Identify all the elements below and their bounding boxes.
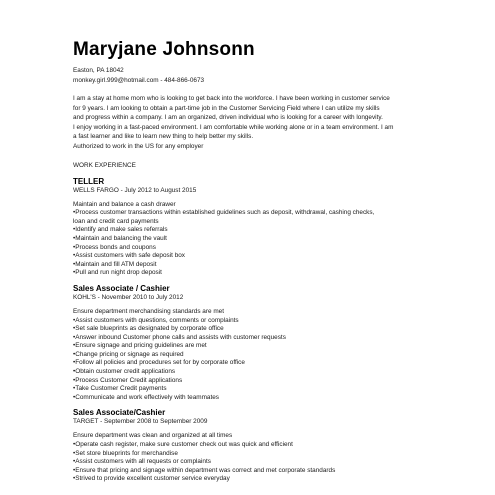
duty-item xyxy=(73,351,445,360)
duty-item xyxy=(73,377,445,386)
duty-item xyxy=(73,235,445,244)
summary-paragraph xyxy=(73,94,445,152)
duty-text: Set store blueprints for merchandise xyxy=(75,449,178,457)
duty-text: Maintain and balancing the vault xyxy=(75,234,167,242)
job-duties xyxy=(73,226,445,278)
duty-item xyxy=(73,325,445,334)
duty-text: Ensure that pricing and signage within department was correct and met corporate standards xyxy=(75,466,336,474)
job-title: Sales Associate / Cashier xyxy=(73,283,170,293)
duty-text: Obtain customer credit applications xyxy=(75,368,176,376)
duty-item xyxy=(73,334,445,343)
resume-name: Maryjane Johnsonn xyxy=(73,39,255,60)
location-text: Easton, PA 18042 xyxy=(73,67,124,74)
duty-text: Change pricing or signage as required xyxy=(75,350,184,358)
duty-text: Follow all policies and procedures set for by corporate office xyxy=(75,359,245,367)
duty-text: Assist customers with all requests or complaints xyxy=(75,458,211,466)
duty-item xyxy=(73,209,445,218)
job-employer-dates: WELLS FARGO - July 2012 to August 2015 xyxy=(73,186,197,194)
duty-item xyxy=(73,359,445,368)
duty-text: Pull and run night drop deposit xyxy=(75,269,162,277)
duty-item xyxy=(73,269,445,278)
duty-item xyxy=(73,368,445,377)
duty-item xyxy=(73,317,445,326)
job-entry xyxy=(73,408,445,484)
job-entry xyxy=(73,284,445,403)
duty-text: Assist customers with questions, comments or complaints xyxy=(75,316,239,324)
summary-line: a fast learner and like to learn new thing to help better my skills. xyxy=(73,133,254,141)
duty-text: Process customer transactions within established guidelines such as deposit, withdrawal, cashing checks, xyxy=(75,209,375,217)
summary-line: for 9 years. I am looking to obtain a part-time job in the Customer Servicing Field where I can utilize my skills xyxy=(73,104,380,112)
duty-text: Answer inbound Customer phone calls and assists with customer requests xyxy=(75,333,286,341)
duty-text: Operate cash register, make sure customer check out was quick and efficient xyxy=(75,441,293,449)
job-duties xyxy=(73,441,445,484)
duty-text: Process Customer Credit applications xyxy=(75,376,183,384)
job-entry xyxy=(73,177,445,278)
duty-text: Communicate and work effectively with teammates xyxy=(75,393,219,401)
duty-text: Strived to provide excellent customer service everyday xyxy=(75,475,230,483)
job-title: TELLER xyxy=(73,176,105,186)
duty-text: Assist customers with safe deposit box xyxy=(75,252,186,260)
duty-item xyxy=(73,458,445,467)
job-intro: Maintain and balance a cash drawer xyxy=(73,200,176,208)
duty-text: Ensure signage and pricing guidelines are met xyxy=(75,342,207,350)
job-title: Sales Associate/Cashier xyxy=(73,408,166,418)
duty-text: Maintain and fill ATM deposit xyxy=(75,260,157,268)
duty-text: Identify and make sales referrals xyxy=(75,226,168,234)
duty-item xyxy=(73,261,445,270)
work-experience-heading: WORK EXPERIENCE xyxy=(73,161,136,169)
duty-item xyxy=(73,226,445,235)
contact-block xyxy=(73,66,445,86)
duty-item xyxy=(73,450,445,459)
duty-continuation: loan and credit card payments xyxy=(73,217,159,225)
summary-line: and progress within a company. I am an organized, driven individual who is looking for a career with longevity. xyxy=(73,114,383,122)
email-phone-text: monkey.girl.999@hotmail.com - 484-866-0673 xyxy=(73,77,205,84)
duty-item xyxy=(73,467,445,476)
job-duties xyxy=(73,209,445,218)
duty-item xyxy=(73,342,445,351)
duty-text: Process bonds and coupons xyxy=(75,243,156,251)
duty-item xyxy=(73,385,445,394)
summary-line: Authorized to work in the US for any employer xyxy=(73,142,204,150)
summary-line: I am a stay at home mom who is looking to get back into the workforce. I have been working in customer service xyxy=(73,95,390,102)
duty-item xyxy=(73,441,445,450)
job-intro: Ensure department was clean and organized at all times xyxy=(73,432,233,440)
duty-item xyxy=(73,252,445,261)
summary-line: I enjoy working in a fast-paced environment. I am comfortable while working alone or in a team environment. I am xyxy=(73,123,394,131)
duty-item xyxy=(73,475,445,484)
job-employer-dates: TARGET - September 2008 to September 2009 xyxy=(73,418,208,426)
duty-text: Set sale blueprints as designated by corporate office xyxy=(75,325,224,333)
duty-item xyxy=(73,394,445,403)
job-employer-dates: KOHL'S - November 2010 to July 2012 xyxy=(73,293,184,301)
duty-item xyxy=(73,244,445,253)
job-duties xyxy=(73,317,445,403)
job-intro: Ensure department merchandising standards are met xyxy=(73,307,224,315)
duty-text: Take Customer Credit payments xyxy=(75,385,167,393)
